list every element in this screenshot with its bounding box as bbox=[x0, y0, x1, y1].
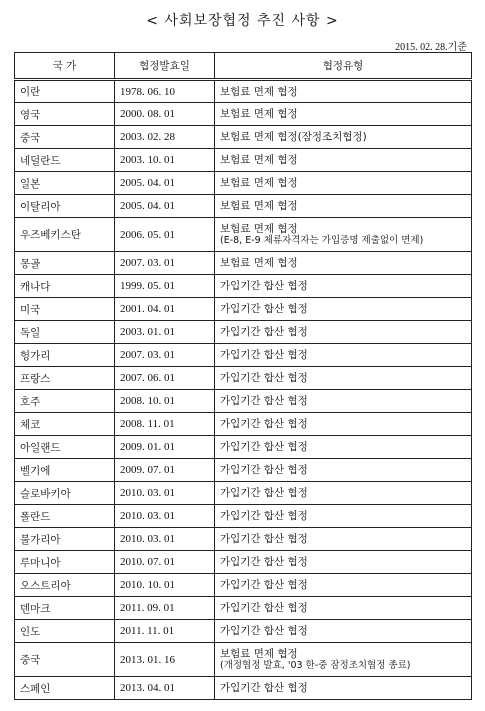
table-row bbox=[15, 172, 472, 195]
effective-date-cell: 2003. 01. 01 bbox=[115, 321, 215, 344]
header-country: 국 가 bbox=[15, 53, 115, 80]
agreement-type-cell bbox=[215, 574, 472, 597]
country-cell: 일본 bbox=[15, 172, 115, 195]
agreement-type-text: 가입기간 합산 협정 bbox=[220, 372, 308, 384]
effective-date-cell: 2007. 03. 01 bbox=[115, 252, 215, 275]
table-row bbox=[15, 620, 472, 643]
table-row bbox=[15, 252, 472, 275]
agreement-type-cell bbox=[215, 172, 472, 195]
agreement-type-cell bbox=[215, 459, 472, 482]
country-cell: 폴란드 bbox=[15, 505, 115, 528]
country-cell: 영국 bbox=[15, 103, 115, 126]
agreement-type-cell bbox=[215, 643, 472, 677]
agreement-type-text: 가입기간 합산 협정 bbox=[220, 682, 308, 694]
effective-date-cell: 2010. 03. 01 bbox=[115, 482, 215, 505]
table-header-row bbox=[15, 53, 472, 80]
agreement-type-text: 가입기간 합산 협정 bbox=[220, 602, 308, 614]
table-row bbox=[15, 275, 472, 298]
table-row bbox=[15, 643, 472, 677]
country-cell: 슬로바키아 bbox=[15, 482, 115, 505]
agreement-type-cell bbox=[215, 321, 472, 344]
table-row bbox=[15, 218, 472, 252]
country-cell: 호주 bbox=[15, 390, 115, 413]
effective-date-cell: 2008. 11. 01 bbox=[115, 413, 215, 436]
effective-date-cell: 2007. 06. 01 bbox=[115, 367, 215, 390]
agreement-type-text: 가입기간 합산 협정 bbox=[220, 487, 308, 499]
table-row bbox=[15, 126, 472, 149]
agreement-type-cell bbox=[215, 126, 472, 149]
agreement-type-cell bbox=[215, 482, 472, 505]
agreement-type-cell bbox=[215, 275, 472, 298]
country-cell: 체코 bbox=[15, 413, 115, 436]
table-row bbox=[15, 677, 472, 700]
country-cell: 아일랜드 bbox=[15, 436, 115, 459]
country-cell: 벨기에 bbox=[15, 459, 115, 482]
agreement-type-text: 가입기간 합산 협정 bbox=[220, 395, 308, 407]
effective-date-cell: 2008. 10. 01 bbox=[115, 390, 215, 413]
table-row bbox=[15, 528, 472, 551]
agreement-type-cell bbox=[215, 298, 472, 321]
agreement-type-text: 보험료 면제 협정 bbox=[220, 177, 298, 189]
agreements-table bbox=[14, 52, 472, 700]
table-row bbox=[15, 505, 472, 528]
country-cell: 네덜란드 bbox=[15, 149, 115, 172]
effective-date-cell: 2013. 04. 01 bbox=[115, 677, 215, 700]
agreement-type-text: 보험료 면제 협정 bbox=[220, 85, 298, 98]
effective-date-cell: 2010. 10. 01 bbox=[115, 574, 215, 597]
agreement-type-text: 보험료 면제 협정 bbox=[220, 257, 298, 269]
table-row bbox=[15, 597, 472, 620]
agreement-type-text: 보험료 면제 협정 bbox=[220, 154, 298, 166]
table-row bbox=[15, 298, 472, 321]
agreement-type-text: 가입기간 합산 협정 bbox=[220, 418, 308, 430]
agreement-type-text: 가입기간 합산 협정 bbox=[220, 625, 308, 637]
country-cell: 인도 bbox=[15, 620, 115, 643]
effective-date-cell: 1978. 06. 10 bbox=[115, 80, 215, 103]
country-cell: 미국 bbox=[15, 298, 115, 321]
effective-date-cell: 2010. 03. 01 bbox=[115, 528, 215, 551]
agreement-type-cell bbox=[215, 149, 472, 172]
agreement-type-text: 가입기간 합산 협정 bbox=[220, 533, 308, 545]
effective-date-cell: 2009. 07. 01 bbox=[115, 459, 215, 482]
agreement-type-cell bbox=[215, 195, 472, 218]
table-row bbox=[15, 367, 472, 390]
table-row bbox=[15, 551, 472, 574]
agreement-type-text: 가입기간 합산 협정 bbox=[220, 556, 308, 568]
effective-date-cell: 2011. 11. 01 bbox=[115, 620, 215, 643]
agreement-type-cell bbox=[215, 390, 472, 413]
agreement-type-text: 보험료 면제 협정 bbox=[220, 108, 298, 120]
agreement-type-text: 가입기간 합산 협정 bbox=[220, 326, 308, 338]
table-row bbox=[15, 321, 472, 344]
table-row bbox=[15, 413, 472, 436]
agreement-type-cell bbox=[215, 528, 472, 551]
table-row bbox=[15, 149, 472, 172]
effective-date-cell: 2003. 02. 28 bbox=[115, 126, 215, 149]
agreement-type-text: 가입기간 합산 협정 bbox=[220, 303, 308, 315]
country-cell: 프랑스 bbox=[15, 367, 115, 390]
agreement-type-cell bbox=[215, 80, 472, 103]
agreement-type-cell bbox=[215, 252, 472, 275]
effective-date-cell: 2000. 08. 01 bbox=[115, 103, 215, 126]
header-agreement-type: 협정유형 bbox=[215, 53, 472, 80]
country-cell: 중국 bbox=[15, 126, 115, 149]
basis-date: 2015. 02. 28.기준 bbox=[395, 42, 467, 53]
document-title: < 사회보장협정 추진 사항 > bbox=[146, 13, 339, 29]
agreement-type-text: 가입기간 합산 협정 bbox=[220, 510, 308, 522]
country-cell: 오스트리아 bbox=[15, 574, 115, 597]
table-row bbox=[15, 482, 472, 505]
effective-date-cell: 2010. 07. 01 bbox=[115, 551, 215, 574]
agreement-type-text: 가입기간 합산 협정 bbox=[220, 579, 308, 591]
agreement-type-cell bbox=[215, 344, 472, 367]
agreement-type-text: 보험료 면제 협정 bbox=[220, 200, 298, 212]
effective-date-cell: 2011. 09. 01 bbox=[115, 597, 215, 620]
effective-date-cell: 2009. 01. 01 bbox=[115, 436, 215, 459]
agreement-type-text: 가입기간 합산 협정 bbox=[220, 441, 308, 453]
agreement-type-cell bbox=[215, 505, 472, 528]
agreement-type-text: 보험료 면제 협정 bbox=[220, 648, 298, 660]
agreement-type-cell bbox=[215, 551, 472, 574]
effective-date-cell: 2013. 01. 16 bbox=[115, 643, 215, 677]
country-cell: 헝가리 bbox=[15, 344, 115, 367]
country-cell: 독일 bbox=[15, 321, 115, 344]
country-cell: 불가리아 bbox=[15, 528, 115, 551]
agreement-type-cell bbox=[215, 677, 472, 700]
agreement-note-text: (개정협정 발효, '03 한-중 잠정조치협정 종료) bbox=[220, 660, 411, 671]
effective-date-cell: 2010. 03. 01 bbox=[115, 505, 215, 528]
country-cell: 루마니아 bbox=[15, 551, 115, 574]
country-cell: 스페인 bbox=[15, 677, 115, 700]
agreement-type-text: 보험료 면제 협정 bbox=[220, 223, 298, 235]
agreement-type-text: 가입기간 합산 협정 bbox=[220, 280, 308, 292]
country-cell: 이탈리아 bbox=[15, 195, 115, 218]
country-cell: 우즈베키스탄 bbox=[15, 218, 115, 252]
effective-date-cell: 2003. 10. 01 bbox=[115, 149, 215, 172]
agreement-type-text: 가입기간 합산 협정 bbox=[220, 464, 308, 476]
agreement-type-cell bbox=[215, 367, 472, 390]
effective-date-cell: 2001. 04. 01 bbox=[115, 298, 215, 321]
agreement-type-cell bbox=[215, 597, 472, 620]
effective-date-cell: 2006. 05. 01 bbox=[115, 218, 215, 252]
table-row bbox=[15, 344, 472, 367]
agreement-type-text: 가입기간 합산 협정 bbox=[220, 349, 308, 361]
table-row bbox=[15, 390, 472, 413]
country-cell: 이란 bbox=[15, 80, 115, 103]
table-row bbox=[15, 195, 472, 218]
table-row bbox=[15, 436, 472, 459]
table-row bbox=[15, 80, 472, 103]
agreement-type-cell bbox=[215, 218, 472, 252]
agreement-type-cell bbox=[215, 103, 472, 126]
table-body bbox=[15, 80, 472, 700]
country-cell: 덴마크 bbox=[15, 597, 115, 620]
table-row bbox=[15, 103, 472, 126]
agreement-type-cell bbox=[215, 620, 472, 643]
agreement-note-text: (E-8, E-9 체류자격자는 가입증명 제출없이 면제) bbox=[220, 235, 424, 246]
agreement-type-cell bbox=[215, 413, 472, 436]
country-cell: 캐나다 bbox=[15, 275, 115, 298]
country-cell: 중국 bbox=[15, 643, 115, 677]
effective-date-cell: 2005. 04. 01 bbox=[115, 172, 215, 195]
header-effective-date: 협정발효일 bbox=[115, 53, 215, 80]
table-row bbox=[15, 574, 472, 597]
agreement-type-cell bbox=[215, 436, 472, 459]
effective-date-cell: 2005. 04. 01 bbox=[115, 195, 215, 218]
effective-date-cell: 2007. 03. 01 bbox=[115, 344, 215, 367]
effective-date-cell: 1999. 05. 01 bbox=[115, 275, 215, 298]
country-cell: 몽골 bbox=[15, 252, 115, 275]
table-row bbox=[15, 459, 472, 482]
agreement-type-text: 보험료 면제 협정(잠정조치협정) bbox=[220, 131, 367, 143]
